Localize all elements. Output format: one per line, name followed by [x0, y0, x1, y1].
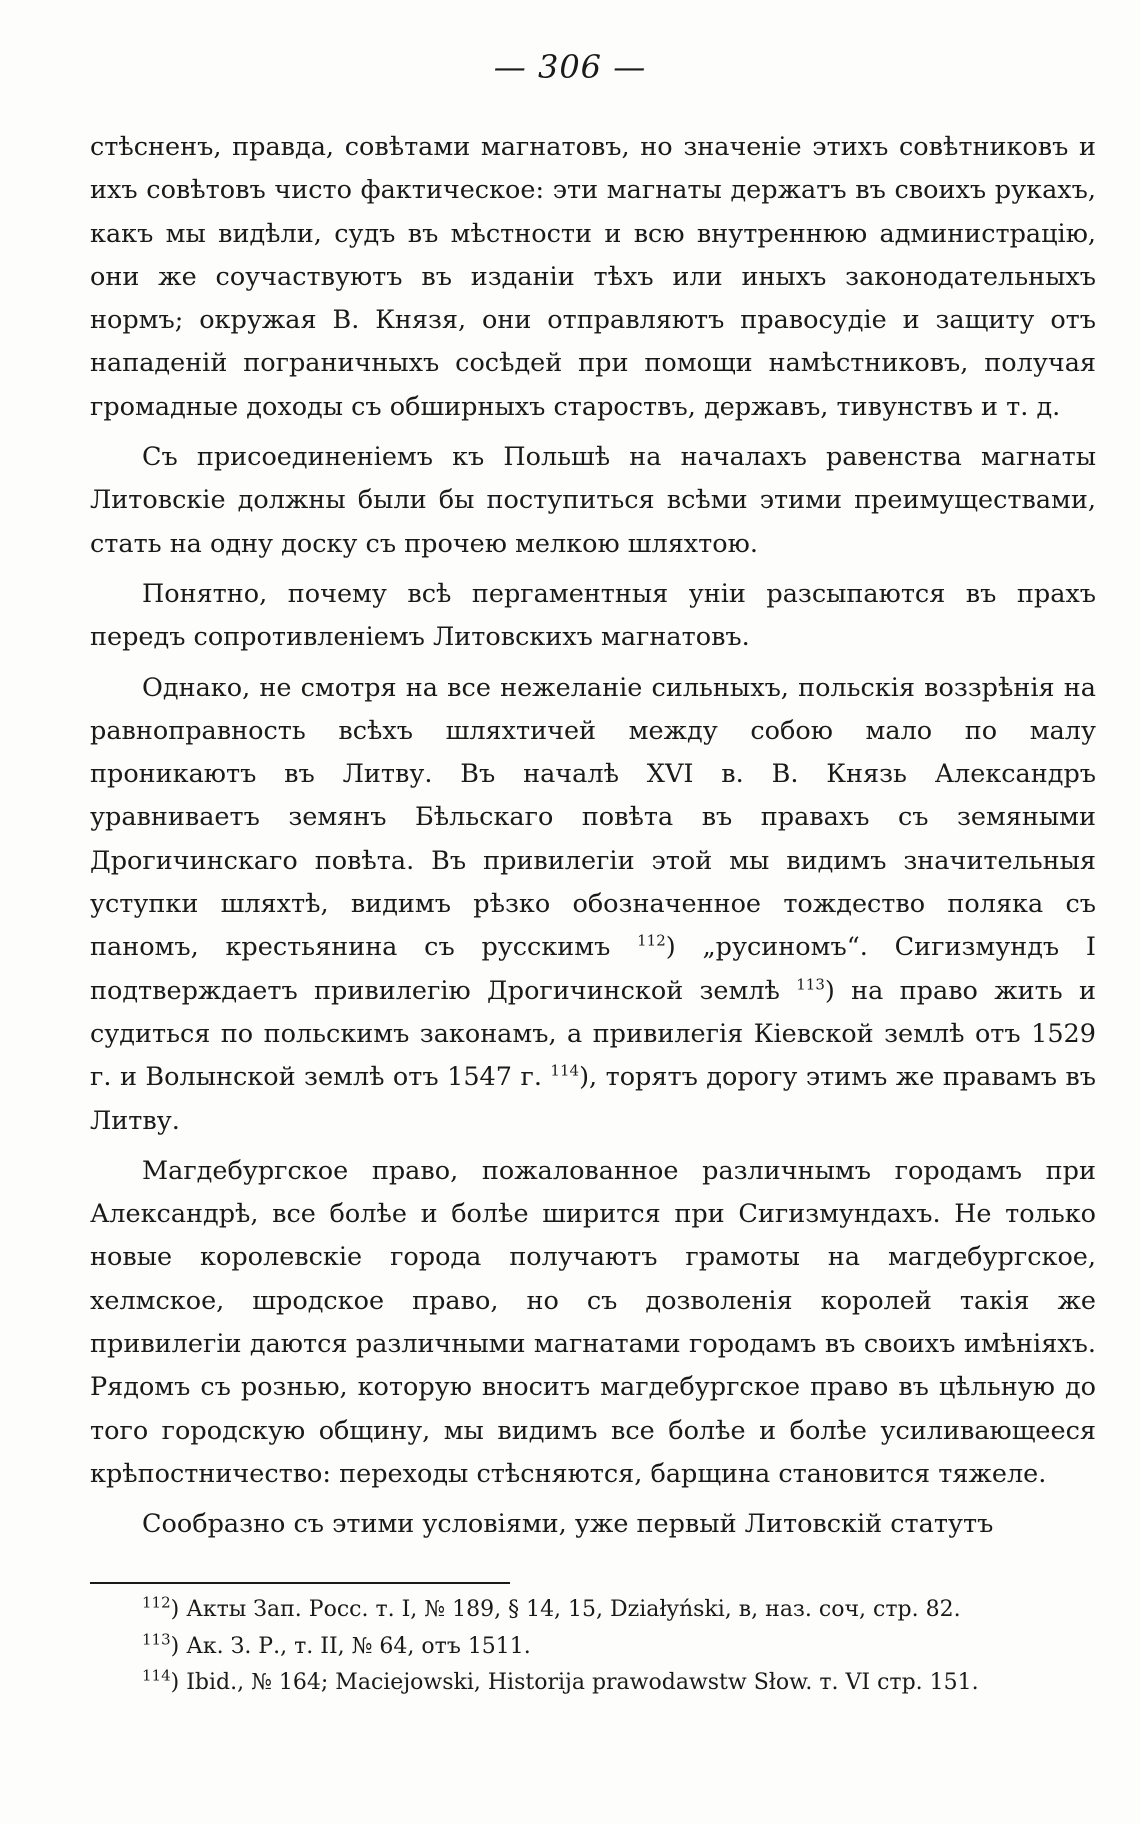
page-number: — 306 —: [493, 48, 647, 86]
paragraph-4-text: ) „русиномъ“. Сигизмундъ I подтверждаетъ привилегію Дрогичинской землѣ: [90, 932, 1096, 1006]
paragraph-4-text: ), торятъ дорогу этимъ же правамъ въ Литву.: [90, 1062, 1096, 1136]
footnote-114: [90, 1665, 1096, 1702]
paragraph-2: Съ присоединеніемъ къ Польшѣ на началахъ равенства магнаты Литовскіе должны были бы поступиться всѣми этими преимуществами, стать на одну доску съ прочею мелкою шляхтою.: [90, 442, 1096, 559]
footnote-mark: 112: [142, 1593, 171, 1612]
footnote-text: ) Ibid., № 164; Maciejowski, Historija prawodawstw Słow. т. VI стр. 151.: [170, 1670, 979, 1695]
footnote-text: ) Акты Зап. Росс. т. I, № 189, § 14, 15, Działyński, в, наз. соч, стр. 82.: [170, 1597, 961, 1622]
paragraph-3: Понятно, почему всѣ пергаментныя уніи разсыпаются въ прахъ передъ сопротивленіемъ Литовскихъ магнатовъ.: [90, 578, 1096, 653]
paragraph-6: Сообразно съ этими условіями, уже первый Литовскій статутъ: [142, 1509, 994, 1540]
paragraph-1: стѣсненъ, правда, совѣтами магнатовъ, но значеніе этихъ совѣтниковъ и ихъ совѣтовъ чисто фактическое: эти магнаты держатъ въ своихъ рукахъ, какъ мы видѣли, судъ въ мѣстности и всю внутреннюю администрацію, они же соучаствуютъ въ изданіи тѣхъ или иныхъ законодательныхъ нормъ; окружая В. Князя, они отправляютъ правосудіе и защиту отъ нападеній пограничныхъ сосѣдей при помощи намѣстниковъ, получая громадные доходы съ обширныхъ староствъ, державъ, тивунствъ и т. д.: [90, 132, 1096, 422]
footnotes: [90, 1592, 1096, 1702]
paragraph-4-text: ) на право жить и судиться по польскимъ законамъ, а привилегія Кіевской землѣ отъ 1529 г. и Волынской землѣ отъ 1547 г.: [90, 975, 1096, 1093]
footnote-text: ) Ак. З. Р., т. II, № 64, отъ 1511.: [170, 1633, 531, 1659]
footnote-mark: 114: [142, 1666, 171, 1685]
footnote-ref-112: 112: [637, 931, 666, 950]
footnote-ref-114: 114: [550, 1061, 580, 1080]
paragraph-4: [90, 667, 1096, 1143]
footnote-separator: [90, 1582, 510, 1584]
paragraph-5: Магдебургское право, пожалованное различнымъ городамъ при Александрѣ, все болѣе и болѣе ширится при Сигизмундахъ. Не только новые королевскіе города получаютъ грамоты на магдебургское, хелмское, шродское право, но съ дозволенія королей такія же привилегіи даются различными магнатами городамъ въ своихъ имѣніяхъ. Рядомъ съ рознью, которую вноситъ магдебургское право въ цѣльную до того городскую общину, мы видимъ все болѣе и болѣе усиливающееся крѣпостничество: переходы стѣсняются, барщина становится тяжеле.: [90, 1155, 1096, 1489]
footnote-112: [90, 1592, 1096, 1629]
footnote-ref-113: 113: [796, 975, 825, 994]
footnote-mark: 113: [142, 1630, 171, 1649]
main-text: [90, 126, 1096, 1547]
footnote-113: [90, 1629, 1096, 1666]
paragraph-4-text: Однако, не смотря на все нежеланіе сильныхъ, польскія воззрѣнія на равноправность всѣхъ шляхтичей между собою мало по малу проникаютъ въ Литву. Въ началѣ XVI в. В. Князь Александръ уравниваетъ земянъ Бѣльскаго повѣта въ правахъ съ земяными Дрогичинскаго повѣта. Въ привилегіи этой мы видимъ значительныя уступки шляхтѣ, видимъ рѣзко обозначенное тождество поляка съ паномъ, крестьянина съ русскимъ: [90, 672, 1096, 963]
